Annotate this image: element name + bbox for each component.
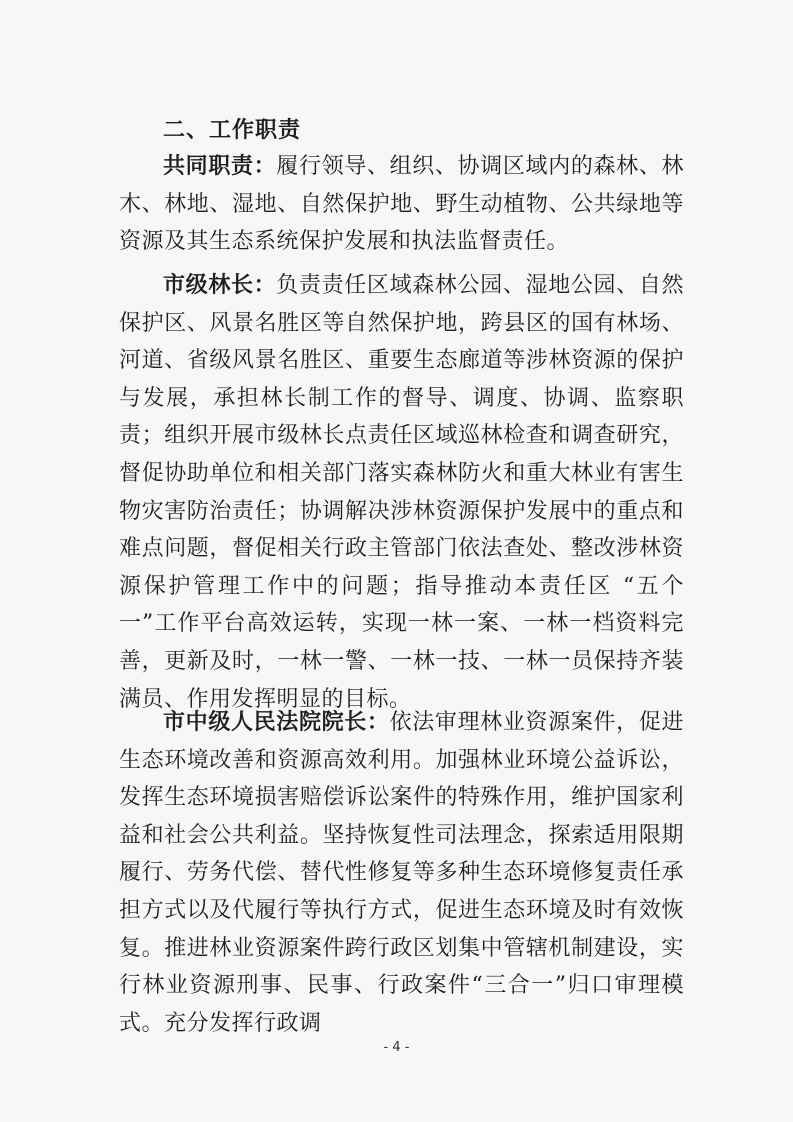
paragraph-shared-duties [119,148,684,261]
paragraph-lead: 共同职责： [163,154,277,179]
page-number: - 4 - [383,1040,410,1055]
paragraph-text: 依法审理林业资源案件，促进生态环境改善和资源高效利用。加强林业环境公益诉讼，发挥生态环境损害赔偿诉讼案件的特殊作用，维护国家利益和社会公共利益。坚持恢复性司法理念，探索适用限期履行、劳务代偿、替代性修复等多种生态环境修复责任承担方式以及代履行等执行方式，促进生态环境及时有效恢复。推进林业资源案件跨行政区划集中管辖机制建设，实行林业资源刑事、民事、行政案件“三合一”归口审理模式。充分发挥行政调 [119,710,684,1036]
paragraph-lead: 市级林长： [163,273,277,298]
section-heading: 二、工作职责 [163,118,302,143]
paragraph-text: 履行领导、组织、协调区域内的森林、林木、林地、湿地、自然保护地、野生动植物、公共绿地等资源及其生态系统保护发展和执法监督责任。 [119,154,684,255]
paragraph-text: 负责责任区域森林公园、湿地公园、自然保护区、风景名胜区等自然保护地，跨县区的国有林场、河道、省级风景名胜区、重要生态廊道等涉林资源的保护与发展，承担林长制工作的督导、调度、协调、监察职责；组织开展市级林长点责任区域巡林检查和调查研究，督促协助单位和相关部门落实森林防火和重大林业有害生物灾害防治责任；协调解决涉林资源保护发展中的重点和难点问题，督促相关行政主管部门依法查处、整改涉林资源保护管理工作中的问题；指导推动本责任区 “五个一”工作平台高效运转，实现一林一案、一林一档资料完善，更新及时，一林一警、一林一技、一林一员保持齐装满员、作用发挥明显的目标。 [119,273,684,712]
paragraph-court-president [119,704,684,1042]
paragraph-lead: 市中级人民法院院长： [163,710,390,735]
paragraph-city-forest-chief [119,267,684,718]
